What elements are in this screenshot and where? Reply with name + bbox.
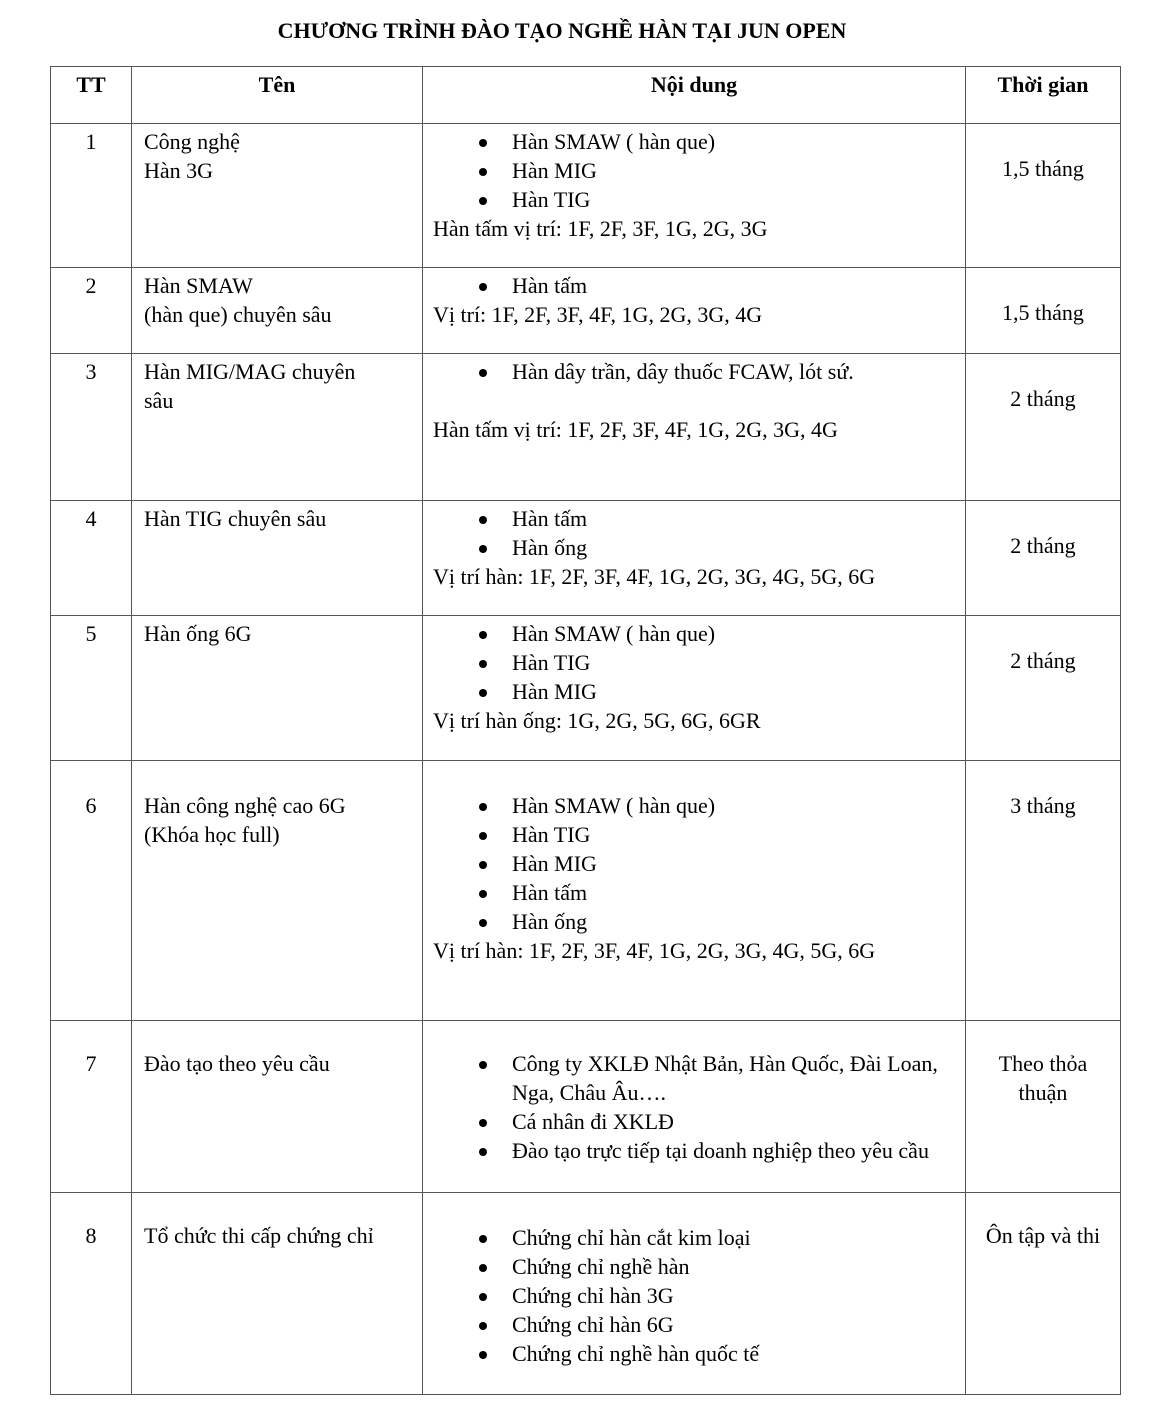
header-name: Tên (132, 67, 423, 124)
course-name-line: (hàn que) chuyên sâu (144, 302, 332, 327)
course-content (423, 354, 966, 501)
header-content: Nội dung (423, 67, 966, 124)
list-item: Hàn SMAW ( hàn que) (433, 127, 957, 156)
list-item: Hàn TIG (433, 648, 957, 677)
course-name-line: Hàn 3G (144, 158, 214, 183)
course-name-line: Tổ chức thi cấp chứng chỉ (144, 1223, 374, 1248)
table-row (51, 1193, 1121, 1395)
list-item: Hàn ống (433, 533, 957, 562)
row-number: 6 (51, 761, 132, 1021)
row-number: 1 (51, 124, 132, 268)
header-tt: TT (51, 67, 132, 124)
content-list (433, 1049, 941, 1165)
list-item: Hàn tấm (433, 878, 957, 907)
position-note: Vị trí: 1F, 2F, 3F, 4F, 1G, 2G, 3G, 4G (433, 302, 763, 327)
table-row (51, 354, 1121, 501)
list-item: Hàn SMAW ( hàn que) (433, 791, 957, 820)
list-item: Công ty XKLĐ Nhật Bản, Hàn Quốc, Đài Loan, Nga, Châu Âu…. (433, 1049, 941, 1107)
content-list (433, 504, 957, 562)
list-item: Hàn tấm (433, 271, 957, 300)
header-time: Thời gian (966, 67, 1121, 124)
course-duration: Theo thỏa thuận (966, 1021, 1121, 1193)
row-number: 5 (51, 616, 132, 761)
course-name-line: Hàn SMAW (144, 273, 253, 298)
course-name (132, 268, 423, 354)
course-duration: 2 tháng (966, 354, 1121, 501)
course-content (423, 124, 966, 268)
course-name (132, 761, 423, 1021)
course-name-line: sâu (144, 388, 174, 413)
list-item: Cá nhân đi XKLĐ (433, 1107, 941, 1136)
list-item: Chứng chỉ nghề hàn (433, 1252, 957, 1281)
course-content (423, 1193, 966, 1395)
training-program-table (50, 66, 1121, 1395)
course-name (132, 1193, 423, 1395)
course-name-line: Đào tạo theo yêu cầu (144, 1051, 330, 1076)
course-duration: 1,5 tháng (966, 268, 1121, 354)
course-name (132, 124, 423, 268)
course-name (132, 354, 423, 501)
list-item: Hàn TIG (433, 820, 957, 849)
table-row (51, 1021, 1121, 1193)
table-row (51, 761, 1121, 1021)
course-name (132, 616, 423, 761)
course-name-line: (Khóa học full) (144, 822, 280, 847)
list-item: Chứng chỉ hàn 3G (433, 1281, 957, 1310)
content-list (433, 791, 957, 936)
course-name-line: Hàn MIG/MAG chuyên (144, 359, 356, 384)
table-row (51, 268, 1121, 354)
spacer (433, 386, 957, 415)
list-item: Chứng chỉ hàn cắt kim loại (433, 1223, 957, 1252)
course-name-line: Hàn công nghệ cao 6G (144, 793, 346, 818)
content-list (433, 1223, 957, 1368)
table-row (51, 124, 1121, 268)
row-number: 2 (51, 268, 132, 354)
course-content (423, 501, 966, 616)
course-duration: 2 tháng (966, 616, 1121, 761)
course-name-line: Hàn ống 6G (144, 621, 252, 646)
row-number: 7 (51, 1021, 132, 1193)
list-item: Chứng chỉ nghề hàn quốc tế (433, 1339, 957, 1368)
list-item: Hàn SMAW ( hàn que) (433, 619, 957, 648)
table-row (51, 616, 1121, 761)
list-item: Hàn MIG (433, 156, 957, 185)
course-content (423, 268, 966, 354)
position-note: Vị trí hàn ống: 1G, 2G, 5G, 6G, 6GR (433, 708, 761, 733)
row-number: 8 (51, 1193, 132, 1395)
table-row (51, 501, 1121, 616)
course-content (423, 616, 966, 761)
course-duration: 3 tháng (966, 761, 1121, 1021)
position-note: Vị trí hàn: 1F, 2F, 3F, 4F, 1G, 2G, 3G, 4G, 5G, 6G (433, 938, 876, 963)
position-note: Hàn tấm vị trí: 1F, 2F, 3F, 4F, 1G, 2G, 3G, 4G (433, 417, 838, 442)
row-number: 3 (51, 354, 132, 501)
list-item: Hàn ống (433, 907, 957, 936)
course-content (423, 1021, 966, 1193)
course-name (132, 1021, 423, 1193)
list-item: Hàn tấm (433, 504, 957, 533)
table-header-row (51, 67, 1121, 124)
content-list (433, 127, 957, 214)
list-item: Hàn MIG (433, 849, 957, 878)
content-list (433, 619, 957, 706)
course-duration: 1,5 tháng (966, 124, 1121, 268)
course-content (423, 761, 966, 1021)
position-note: Vị trí hàn: 1F, 2F, 3F, 4F, 1G, 2G, 3G, 4G, 5G, 6G (433, 564, 876, 589)
list-item: Hàn MIG (433, 677, 957, 706)
content-list (433, 271, 957, 300)
position-note: Hàn tấm vị trí: 1F, 2F, 3F, 1G, 2G, 3G (433, 216, 768, 241)
list-item: Hàn dây trần, dây thuốc FCAW, lót sứ. (433, 357, 957, 386)
list-item: Chứng chỉ hàn 6G (433, 1310, 957, 1339)
course-duration: 2 tháng (966, 501, 1121, 616)
row-number: 4 (51, 501, 132, 616)
document-title: CHƯƠNG TRÌNH ĐÀO TẠO NGHỀ HÀN TẠI JUN OPEN (277, 18, 847, 43)
course-name-line: Công nghệ (144, 129, 240, 154)
list-item: Đào tạo trực tiếp tại doanh nghiệp theo yêu cầu (433, 1136, 941, 1165)
list-item: Hàn TIG (433, 185, 957, 214)
course-duration: Ôn tập và thi (966, 1193, 1121, 1395)
course-name-line: Hàn TIG chuyên sâu (144, 506, 327, 531)
content-list (433, 357, 957, 386)
course-name (132, 501, 423, 616)
